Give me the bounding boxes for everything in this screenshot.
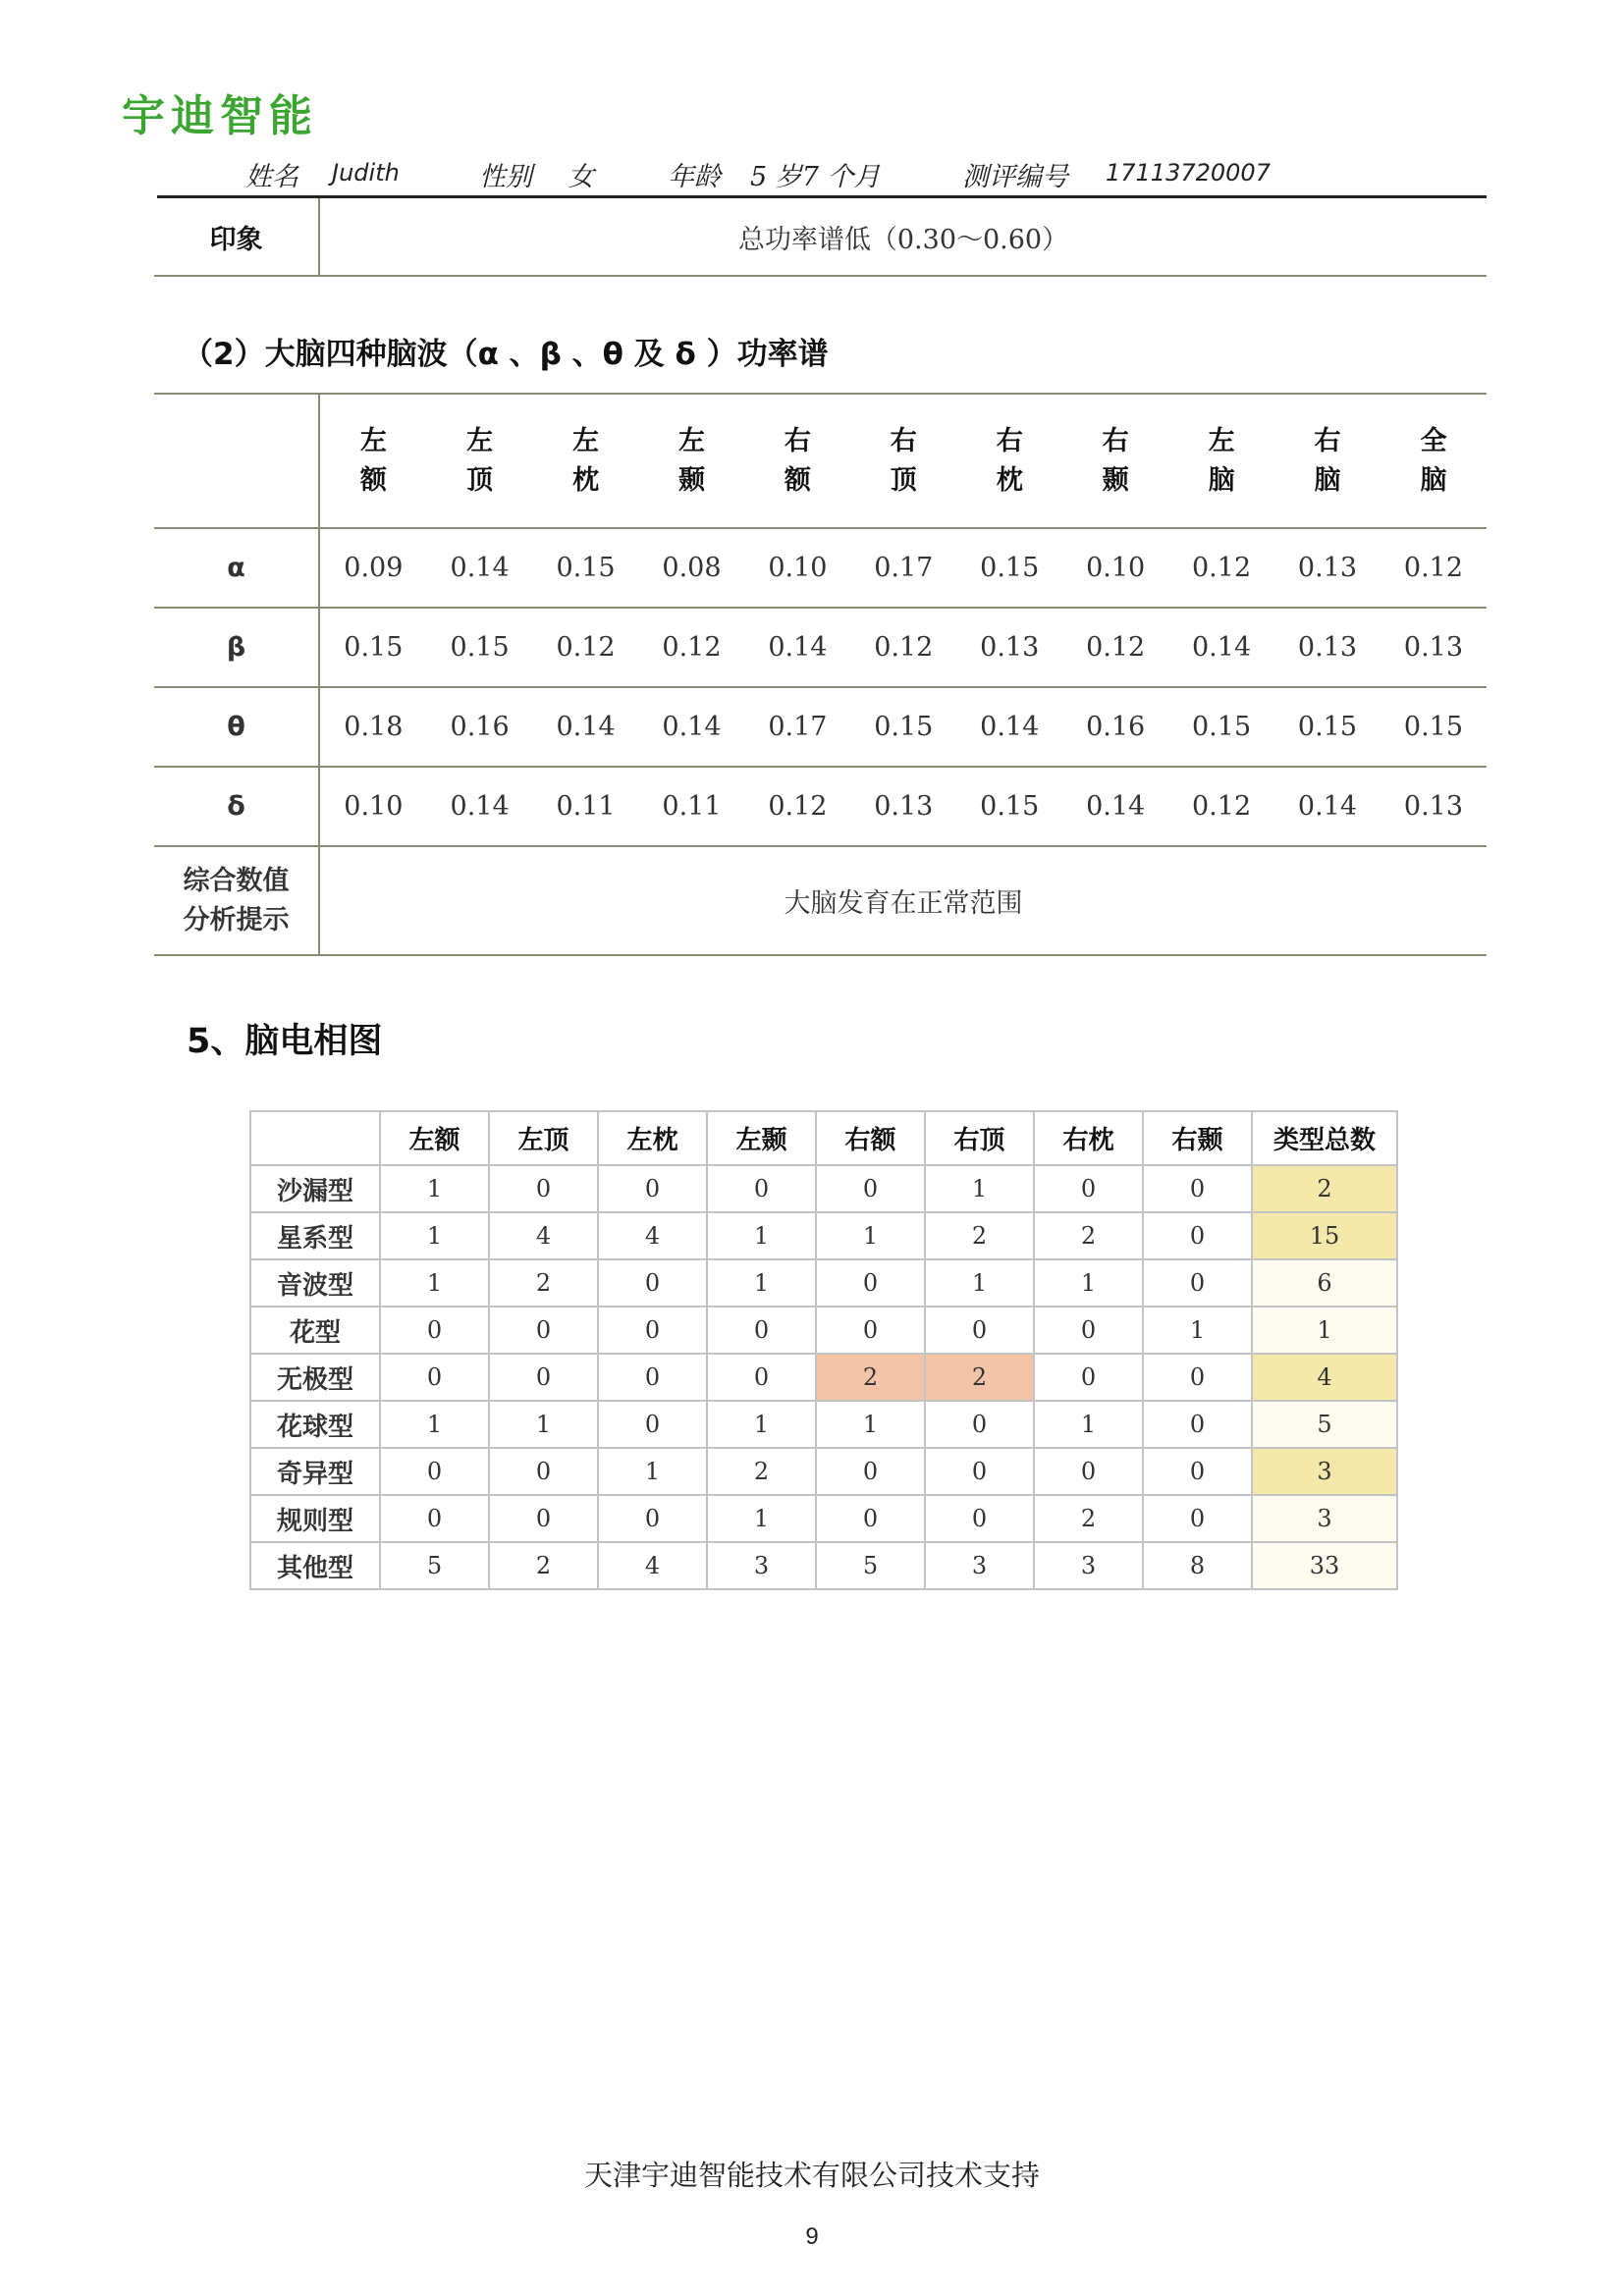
column-header: 左顶 [489, 1111, 598, 1165]
column-header [1380, 394, 1487, 528]
column-header: 左枕 [598, 1111, 707, 1165]
table-cell: 2 [707, 1448, 816, 1495]
table-cell: 0.12 [1380, 528, 1487, 608]
table-cell: 0 [1034, 1354, 1143, 1401]
table-cell: 2 [816, 1354, 925, 1401]
table-cell: 0.14 [1274, 767, 1380, 846]
table-cell: 3 [707, 1542, 816, 1589]
column-header-top: 右 [784, 425, 811, 456]
table-row [250, 1165, 1397, 1212]
table-cell: 0 [816, 1448, 925, 1495]
table-cell: 0 [380, 1354, 489, 1401]
page-number: 9 [805, 2223, 819, 2250]
table-cell: 1 [707, 1401, 816, 1448]
table-cell: 0.13 [850, 767, 956, 846]
row-label: 奇异型 [250, 1448, 380, 1495]
table-cell: 0 [816, 1495, 925, 1542]
column-header: 左额 [380, 1111, 489, 1165]
table-cell: 0.15 [533, 528, 639, 608]
impression-value: 总功率谱低（0.30～0.60） [319, 198, 1487, 276]
type-total-cell: 33 [1252, 1542, 1397, 1589]
section-2-title: （2）大脑四种脑波（α 、β 、θ 及 δ ）功率谱 [183, 337, 829, 372]
table-cell: 5 [380, 1542, 489, 1589]
table-cell: 0.14 [427, 528, 533, 608]
table-cell: 3 [925, 1542, 1034, 1589]
table-cell: 8 [1143, 1542, 1252, 1589]
column-header: 右顶 [925, 1111, 1034, 1165]
column-header: 右额 [816, 1111, 925, 1165]
table-cell: 0.15 [319, 608, 427, 687]
column-header [1062, 394, 1168, 528]
type-total-cell: 5 [1252, 1401, 1397, 1448]
table-cell: 0 [1143, 1165, 1252, 1212]
table-cell: 1 [707, 1495, 816, 1542]
table-cell: 1 [707, 1259, 816, 1307]
gender-value: 女 [568, 162, 594, 192]
column-header: 左颞 [707, 1111, 816, 1165]
table-cell: 0.15 [1168, 687, 1274, 767]
age-value: 5 岁7 个月 [750, 162, 881, 192]
table-row [154, 528, 1487, 608]
table-cell: 0 [1143, 1401, 1252, 1448]
table-cell: 3 [1034, 1542, 1143, 1589]
column-header [319, 394, 427, 528]
table-cell: 2 [1034, 1495, 1143, 1542]
table-cell: 0.16 [1062, 687, 1168, 767]
table-cell: 0.11 [639, 767, 745, 846]
table-row [250, 1259, 1397, 1307]
table-cell: 1 [816, 1212, 925, 1259]
table-cell: 1 [1034, 1401, 1143, 1448]
id-label: 测评编号 [962, 162, 1068, 192]
section-5-title: 5、脑电相图 [187, 1022, 383, 1061]
column-header-bottom: 额 [359, 464, 387, 496]
table-cell: 4 [489, 1212, 598, 1259]
name-label: 姓名 [245, 162, 298, 192]
table-cell: 0 [1143, 1212, 1252, 1259]
row-label: θ [154, 687, 319, 767]
column-header-top: 右 [890, 425, 917, 456]
table-cell: 0 [598, 1401, 707, 1448]
corner-cell [154, 394, 319, 528]
table-cell: 0.12 [1168, 528, 1274, 608]
table-cell: 0 [925, 1307, 1034, 1354]
table-cell: 0.12 [1062, 608, 1168, 687]
column-header [639, 394, 745, 528]
column-header: 类型总数 [1252, 1111, 1397, 1165]
power-spectrum-table [154, 393, 1487, 956]
table-cell: 0 [707, 1307, 816, 1354]
table-cell: 1 [380, 1401, 489, 1448]
column-header-bottom: 枕 [572, 464, 600, 496]
table-cell: 2 [925, 1212, 1034, 1259]
row-label: 星系型 [250, 1212, 380, 1259]
column-header-bottom: 颞 [1102, 464, 1129, 496]
table-cell: 0.10 [1062, 528, 1168, 608]
table-row [154, 767, 1487, 846]
type-total-cell: 3 [1252, 1495, 1397, 1542]
summary-row [154, 846, 1487, 955]
column-header-top: 右 [1102, 425, 1129, 456]
name-value: Judith [332, 159, 400, 187]
column-header: 右颞 [1143, 1111, 1252, 1165]
table-cell: 0 [1034, 1165, 1143, 1212]
table-cell: 2 [489, 1542, 598, 1589]
table-cell: 0.15 [956, 767, 1062, 846]
table-cell: 0.14 [1062, 767, 1168, 846]
table-cell: 0.13 [1380, 608, 1487, 687]
summary-label-line: 综合数值 [183, 865, 290, 896]
table-cell: 0 [1034, 1307, 1143, 1354]
column-header: 右枕 [1034, 1111, 1143, 1165]
corner-cell [250, 1111, 380, 1165]
table-cell: 1 [598, 1448, 707, 1495]
table-cell: 0 [489, 1354, 598, 1401]
table-cell: 0 [489, 1307, 598, 1354]
row-label: 无极型 [250, 1354, 380, 1401]
table-cell: 0 [598, 1495, 707, 1542]
table-cell: 1 [380, 1165, 489, 1212]
column-header-bottom: 脑 [1420, 464, 1447, 496]
column-header-top: 左 [466, 425, 494, 456]
type-total-cell: 3 [1252, 1448, 1397, 1495]
table-cell: 0.14 [533, 687, 639, 767]
table-cell: 1 [707, 1212, 816, 1259]
table-cell: 0.16 [427, 687, 533, 767]
column-header-bottom: 脑 [1314, 464, 1341, 496]
table-cell: 0.15 [1274, 687, 1380, 767]
table-cell: 0.15 [1380, 687, 1487, 767]
table-cell: 0 [1143, 1495, 1252, 1542]
table-cell: 0.17 [850, 528, 956, 608]
column-header-top: 左 [677, 425, 705, 456]
table-cell: 1 [1034, 1259, 1143, 1307]
column-header [1168, 394, 1274, 528]
table-cell: 0 [598, 1307, 707, 1354]
company-logo: 宇迪智能 [122, 91, 318, 141]
table-row [250, 1401, 1397, 1448]
table-cell: 0.14 [427, 767, 533, 846]
column-header [427, 394, 533, 528]
column-header [956, 394, 1062, 528]
table-cell: 2 [1034, 1212, 1143, 1259]
column-header-bottom: 额 [784, 464, 811, 496]
table-cell: 0 [380, 1448, 489, 1495]
row-label: 音波型 [250, 1259, 380, 1307]
table-cell: 1 [816, 1401, 925, 1448]
table-cell: 0.12 [533, 608, 639, 687]
table-cell: 0.15 [427, 608, 533, 687]
type-total-cell: 15 [1252, 1212, 1397, 1259]
table-cell: 0.13 [1380, 767, 1487, 846]
table-cell: 0.18 [319, 687, 427, 767]
table-cell: 0.17 [744, 687, 850, 767]
type-total-cell: 2 [1252, 1165, 1397, 1212]
table-cell: 0.09 [319, 528, 427, 608]
table-cell: 0.11 [533, 767, 639, 846]
table-cell: 0 [489, 1165, 598, 1212]
row-label: 规则型 [250, 1495, 380, 1542]
table-cell: 0.14 [744, 608, 850, 687]
table-row [250, 1448, 1397, 1495]
table-cell: 0.12 [639, 608, 745, 687]
row-label: 其他型 [250, 1542, 380, 1589]
column-header-bottom: 顶 [890, 464, 917, 496]
table-row [154, 608, 1487, 687]
table-row [250, 1354, 1397, 1401]
table-cell: 0 [1143, 1448, 1252, 1495]
table-row [250, 1212, 1397, 1259]
table-cell: 0.10 [744, 528, 850, 608]
table-cell: 0 [925, 1495, 1034, 1542]
table-cell: 1 [489, 1401, 598, 1448]
table-cell: 0.14 [639, 687, 745, 767]
table-cell: 0.13 [1274, 528, 1380, 608]
column-header-bottom: 顶 [466, 464, 494, 496]
row-label: δ [154, 767, 319, 846]
type-total-cell: 6 [1252, 1259, 1397, 1307]
table-cell: 0 [816, 1307, 925, 1354]
column-header [1274, 394, 1380, 528]
table-cell: 0 [598, 1259, 707, 1307]
table-cell: 0.15 [850, 687, 956, 767]
id-value: 17113720007 [1106, 159, 1271, 187]
row-label: β [154, 608, 319, 687]
gender-label: 性别 [479, 162, 532, 192]
table-cell: 0.08 [639, 528, 745, 608]
table-cell: 0.12 [1168, 767, 1274, 846]
table-cell: 1 [925, 1259, 1034, 1307]
table-cell: 2 [489, 1259, 598, 1307]
table-cell: 0 [380, 1495, 489, 1542]
type-total-cell: 4 [1252, 1354, 1397, 1401]
age-label: 年龄 [668, 162, 721, 192]
row-label: 花球型 [250, 1401, 380, 1448]
table-row [250, 1542, 1397, 1589]
table-cell: 0 [1034, 1448, 1143, 1495]
table-cell: 0 [707, 1354, 816, 1401]
table-row [250, 1495, 1397, 1542]
table-row [250, 1307, 1397, 1354]
table-cell: 0 [925, 1401, 1034, 1448]
table-cell: 1 [380, 1259, 489, 1307]
table-cell: 2 [925, 1354, 1034, 1401]
table-cell: 0 [598, 1165, 707, 1212]
table-cell: 4 [598, 1542, 707, 1589]
summary-label [154, 846, 319, 955]
column-header-top: 右 [996, 425, 1023, 456]
table-cell: 0 [707, 1165, 816, 1212]
table-cell: 0.13 [1274, 608, 1380, 687]
table-cell: 0.12 [850, 608, 956, 687]
summary-label-line: 分析提示 [183, 904, 290, 935]
table-cell: 0.13 [956, 608, 1062, 687]
table-cell: 0 [380, 1307, 489, 1354]
table-cell: 0.10 [319, 767, 427, 846]
column-header-top: 右 [1314, 425, 1341, 456]
table-cell: 0 [816, 1165, 925, 1212]
table-cell: 1 [1143, 1307, 1252, 1354]
row-label: 沙漏型 [250, 1165, 380, 1212]
column-header-bottom: 脑 [1208, 464, 1235, 496]
column-header [533, 394, 639, 528]
table-cell: 0.14 [1168, 608, 1274, 687]
table-cell: 0 [816, 1259, 925, 1307]
table-cell: 1 [380, 1212, 489, 1259]
impression-label: 印象 [154, 198, 319, 276]
table-cell: 0.12 [744, 767, 850, 846]
column-header-top: 左 [359, 425, 387, 456]
table-cell: 0 [1143, 1259, 1252, 1307]
table-cell: 0 [598, 1354, 707, 1401]
table-cell: 0 [925, 1448, 1034, 1495]
table-cell: 4 [598, 1212, 707, 1259]
column-header-bottom: 枕 [996, 464, 1023, 496]
column-header-top: 全 [1420, 425, 1447, 456]
table-cell: 0 [489, 1495, 598, 1542]
row-label: 花型 [250, 1307, 380, 1354]
impression-table [154, 198, 1487, 277]
table-cell: 0.15 [956, 528, 1062, 608]
summary-value: 大脑发育在正常范围 [319, 846, 1487, 955]
column-header-top: 左 [572, 425, 600, 456]
table-cell: 5 [816, 1542, 925, 1589]
column-header-bottom: 颞 [677, 464, 705, 496]
table-cell: 1 [925, 1165, 1034, 1212]
column-header-top: 左 [1208, 425, 1235, 456]
row-label: α [154, 528, 319, 608]
table-cell: 0 [489, 1448, 598, 1495]
table-cell: 0.14 [956, 687, 1062, 767]
eeg-phase-table [249, 1110, 1398, 1590]
type-total-cell: 1 [1252, 1307, 1397, 1354]
footer-text: 天津宇迪智能技术有限公司技术支持 [583, 2159, 1040, 2192]
column-header [744, 394, 850, 528]
table-cell: 0 [1143, 1354, 1252, 1401]
table-row [154, 687, 1487, 767]
column-header [850, 394, 956, 528]
